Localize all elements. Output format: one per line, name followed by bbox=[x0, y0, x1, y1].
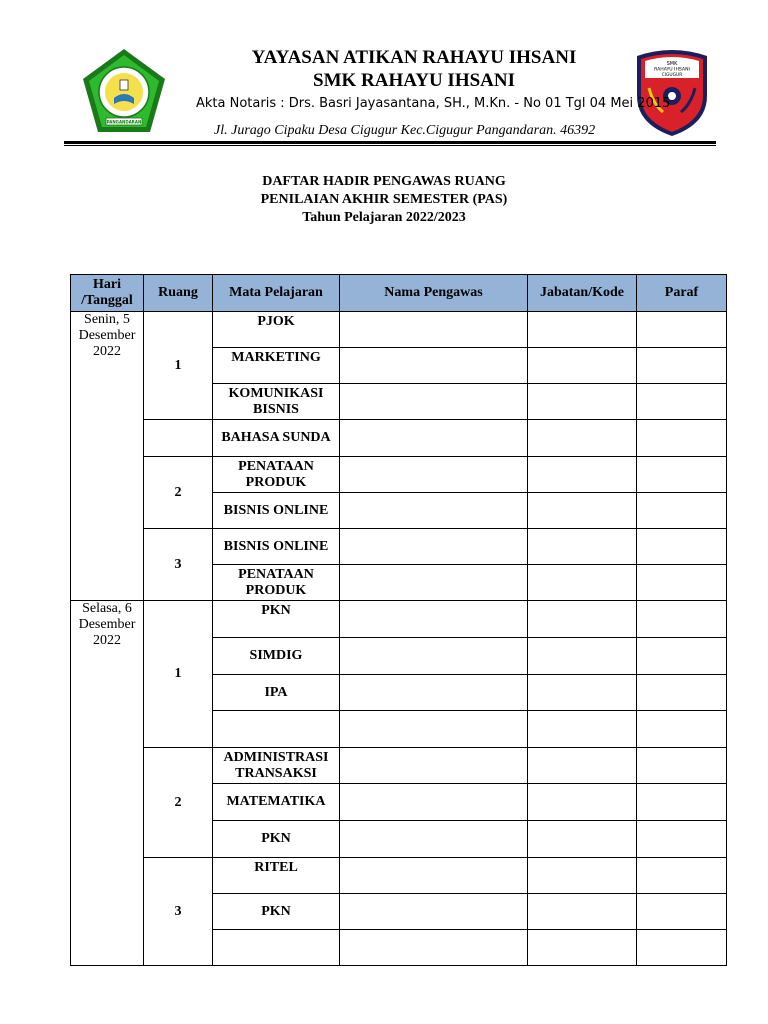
position-cell[interactable] bbox=[528, 529, 637, 565]
table-row bbox=[71, 601, 727, 638]
logo-left-caption: PANGANDARAN bbox=[106, 119, 142, 125]
signature-cell[interactable] bbox=[637, 711, 727, 748]
day-cell-tuesday bbox=[71, 601, 144, 966]
room-cell: 1 bbox=[144, 312, 213, 420]
position-cell[interactable] bbox=[528, 493, 637, 529]
subject-cell bbox=[213, 711, 340, 748]
position-cell[interactable] bbox=[528, 748, 637, 784]
col-header-subject: Mata Pelajaran bbox=[213, 275, 340, 312]
header-divider bbox=[64, 141, 716, 144]
signature-cell[interactable] bbox=[637, 348, 727, 384]
position-cell[interactable] bbox=[528, 894, 637, 930]
proctor-name-cell[interactable] bbox=[340, 565, 528, 601]
signature-cell[interactable] bbox=[637, 601, 727, 638]
subject-cell: PENATAAN PRODUK bbox=[213, 565, 340, 601]
subject-cell bbox=[213, 930, 340, 966]
signature-cell[interactable] bbox=[637, 638, 727, 675]
foundation-name: YAYASAN ATIKAN RAHAYU IHSANI bbox=[251, 47, 577, 68]
crest-text-2: RAHAYU IHSANI bbox=[654, 67, 690, 73]
position-cell[interactable] bbox=[528, 565, 637, 601]
signature-cell[interactable] bbox=[637, 529, 727, 565]
doc-title-line1: DAFTAR HADIR PENGAWAS RUANG bbox=[262, 174, 506, 189]
room-cell: 1 bbox=[144, 601, 213, 748]
day-line: 2022 bbox=[93, 344, 121, 359]
proctor-name-cell[interactable] bbox=[340, 601, 528, 638]
subject-cell: BISNIS ONLINE bbox=[213, 529, 340, 565]
signature-cell[interactable] bbox=[637, 675, 727, 711]
room-cell: 2 bbox=[144, 457, 213, 529]
position-cell[interactable] bbox=[528, 711, 637, 748]
room-cell: 2 bbox=[144, 748, 213, 858]
subject-cell: BISNIS ONLINE bbox=[213, 493, 340, 529]
subject-cell: PENATAAN PRODUK bbox=[213, 457, 340, 493]
position-cell[interactable] bbox=[528, 858, 637, 894]
position-cell[interactable] bbox=[528, 348, 637, 384]
table-row bbox=[71, 420, 727, 457]
proctor-name-cell[interactable] bbox=[340, 420, 528, 457]
position-cell[interactable] bbox=[528, 784, 637, 821]
signature-cell[interactable] bbox=[637, 858, 727, 894]
proctor-name-cell[interactable] bbox=[340, 529, 528, 565]
col-header-room: Ruang bbox=[144, 275, 213, 312]
proctor-name-cell[interactable] bbox=[340, 493, 528, 529]
table-row bbox=[71, 529, 727, 565]
position-cell[interactable] bbox=[528, 312, 637, 348]
subject-cell: IPA bbox=[213, 675, 340, 711]
room-cell-empty bbox=[144, 420, 213, 457]
school-address: Jl. Jurago Cipaku Desa Cigugur Kec.Cigugur Pangandaran. 46392 bbox=[214, 123, 596, 138]
header-divider-thin bbox=[64, 145, 716, 146]
signature-cell[interactable] bbox=[637, 565, 727, 601]
col-header-proctor: Nama Pengawas bbox=[340, 275, 528, 312]
proctor-name-cell[interactable] bbox=[340, 748, 528, 784]
position-cell[interactable] bbox=[528, 457, 637, 493]
proctor-name-cell[interactable] bbox=[340, 457, 528, 493]
proctor-name-cell[interactable] bbox=[340, 711, 528, 748]
proctor-name-cell[interactable] bbox=[340, 894, 528, 930]
subject-cell: MARKETING bbox=[213, 348, 340, 384]
position-cell[interactable] bbox=[528, 420, 637, 457]
table-header-row bbox=[71, 275, 727, 312]
col-header-day bbox=[71, 275, 144, 312]
position-cell[interactable] bbox=[528, 638, 637, 675]
subject-cell: BAHASA SUNDA bbox=[213, 420, 340, 457]
table-row bbox=[71, 312, 727, 348]
signature-cell[interactable] bbox=[637, 457, 727, 493]
subject-cell: PKN bbox=[213, 601, 340, 638]
crest-text-1: SMK bbox=[666, 61, 678, 67]
subject-cell: PKN bbox=[213, 821, 340, 858]
attendance-table bbox=[70, 274, 727, 966]
position-cell[interactable] bbox=[528, 821, 637, 858]
room-cell: 3 bbox=[144, 529, 213, 601]
proctor-name-cell[interactable] bbox=[340, 858, 528, 894]
table-row bbox=[71, 748, 727, 784]
subject-cell: SIMDIG bbox=[213, 638, 340, 675]
signature-cell[interactable] bbox=[637, 748, 727, 784]
table-row bbox=[71, 457, 727, 493]
signature-cell[interactable] bbox=[637, 312, 727, 348]
day-cell-monday bbox=[71, 312, 144, 601]
signature-cell[interactable] bbox=[637, 784, 727, 821]
signature-cell[interactable] bbox=[637, 420, 727, 457]
proctor-name-cell[interactable] bbox=[340, 784, 528, 821]
position-cell[interactable] bbox=[528, 601, 637, 638]
day-line: Senin, 5 bbox=[84, 312, 130, 327]
subject-cell: MATEMATIKA bbox=[213, 784, 340, 821]
col-header-position: Jabatan/Kode bbox=[528, 275, 637, 312]
signature-cell[interactable] bbox=[637, 821, 727, 858]
school-name: SMK RAHAYU IHSANI bbox=[313, 70, 515, 91]
school-foundation-logo bbox=[80, 46, 168, 138]
subject-cell: RITEL bbox=[213, 858, 340, 894]
doc-title-line3: Tahun Pelajaran 2022/2023 bbox=[302, 210, 466, 225]
day-line: Selasa, 6 bbox=[82, 601, 132, 616]
position-cell[interactable] bbox=[528, 675, 637, 711]
signature-cell[interactable] bbox=[637, 384, 727, 420]
crest-text-3: CIGUGUR bbox=[661, 73, 683, 78]
day-line: Desember bbox=[78, 328, 136, 343]
subject-cell: ADMINISTRASI TRANSAKSI bbox=[213, 748, 340, 784]
col-header-day-line1: Hari bbox=[93, 277, 121, 292]
signature-cell[interactable] bbox=[637, 493, 727, 529]
table-row bbox=[71, 858, 727, 894]
proctor-name-cell[interactable] bbox=[340, 821, 528, 858]
col-header-day-line2: /Tanggal bbox=[81, 293, 133, 308]
signature-cell[interactable] bbox=[637, 930, 727, 966]
subject-cell: KOMUNIKASI BISNIS bbox=[213, 384, 340, 420]
signature-cell[interactable] bbox=[637, 894, 727, 930]
proctor-name-cell[interactable] bbox=[340, 930, 528, 966]
proctor-name-cell[interactable] bbox=[340, 348, 528, 384]
notary-deed: Akta Notaris : Drs. Basri Jayasantana, SH., M.Kn. - No 01 Tgl 04 Mei 2015 bbox=[196, 96, 671, 111]
proctor-name-cell[interactable] bbox=[340, 675, 528, 711]
col-header-signature: Paraf bbox=[637, 275, 727, 312]
proctor-name-cell[interactable] bbox=[340, 384, 528, 420]
position-cell[interactable] bbox=[528, 930, 637, 966]
proctor-name-cell[interactable] bbox=[340, 638, 528, 675]
subject-cell: PJOK bbox=[213, 312, 340, 348]
position-cell[interactable] bbox=[528, 384, 637, 420]
proctor-name-cell[interactable] bbox=[340, 312, 528, 348]
subject-cell: PKN bbox=[213, 894, 340, 930]
room-cell: 3 bbox=[144, 858, 213, 966]
day-line: Desember bbox=[78, 617, 136, 632]
day-line: 2022 bbox=[93, 633, 121, 648]
doc-title-line2: PENILAIAN AKHIR SEMESTER (PAS) bbox=[260, 192, 508, 207]
